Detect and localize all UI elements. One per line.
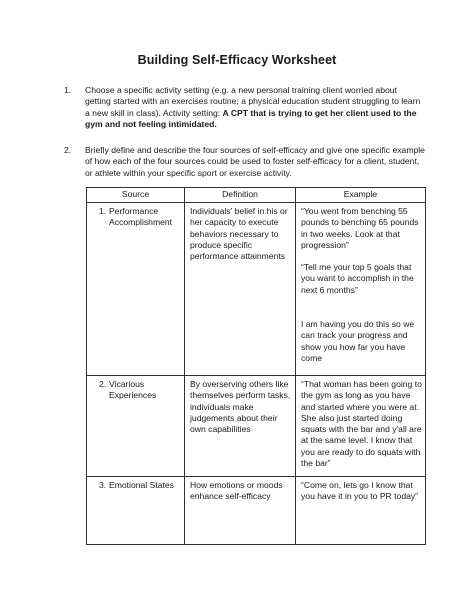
header-definition: Definition <box>185 188 296 203</box>
source-cell <box>87 477 185 545</box>
source-number: 2. <box>99 379 107 389</box>
example-text: I am having you do this so we can track your progress and show you how far you have come <box>301 319 415 363</box>
page-title: Building Self-Efficacy Worksheet <box>137 53 337 67</box>
source-cell <box>87 376 185 477</box>
question-2-text: Briefly define and describe the four sources of self-efficacy and give one specific example of how each of the four sources could be used to foster self-efficacy for a client, student, or athlete within your specific sport or exercise activity. <box>85 145 425 178</box>
question-1-text <box>85 85 425 130</box>
example-cell <box>296 203 426 376</box>
header-example: Example <box>296 188 426 203</box>
question-1-number: 1. <box>64 85 72 95</box>
question-1-prompt: Choose a specific activity setting (e.g. a new personal training client worried about getting started with an exercises routine; a physical education student struggling to learn a new skill in class). Activity setting: <box>85 85 421 118</box>
example-cell <box>296 376 426 477</box>
activity-setting-answer: A CPT that is trying to get her client used to the gym and not feeling intimidated. <box>85 107 417 129</box>
table-row <box>87 376 426 477</box>
example-text: “Tell me your top 5 goals that you want to accomplish in the next 6 months” <box>301 262 414 295</box>
definition-cell <box>185 203 296 376</box>
example-text: “Come on, lets go I know that you have it in you to PR today” <box>301 480 419 502</box>
table-row <box>87 477 426 545</box>
header-source: Source <box>87 188 185 203</box>
example-text: “You went from benching 55 pounds to benching 65 pounds in two weeks. Look at that progression” <box>301 206 419 250</box>
source-number: 3. <box>99 480 107 490</box>
definition-text: By overserving others like themselves perform tasks, individuals make judgements about their own capabilities <box>190 379 291 435</box>
table-header-row <box>87 188 426 203</box>
source-label: Vicarious Experiences <box>109 379 157 401</box>
definition-text: How emotions or moods enhance self-efficacy <box>190 480 283 502</box>
definition-cell <box>185 376 296 477</box>
example-cell <box>296 477 426 545</box>
self-efficacy-table <box>86 187 426 545</box>
definition-cell <box>185 477 296 545</box>
example-text: “That woman has been going to the gym as long as you have and started where you were at. She also just started doing squats with the bar and y'all are at the same level. I know that you are ready to do squats with the bar” <box>301 379 422 469</box>
source-label: Emotional States <box>109 480 174 490</box>
question-2-number: 2. <box>64 145 72 155</box>
definition-text: Individuals' belief in his or her capacity to execute behaviors necessary to produce specific performance attainments <box>190 206 288 262</box>
source-number: 1. <box>99 206 107 216</box>
table-row <box>87 203 426 376</box>
source-label: Performance Accomplishment <box>109 206 173 228</box>
source-cell <box>87 203 185 376</box>
